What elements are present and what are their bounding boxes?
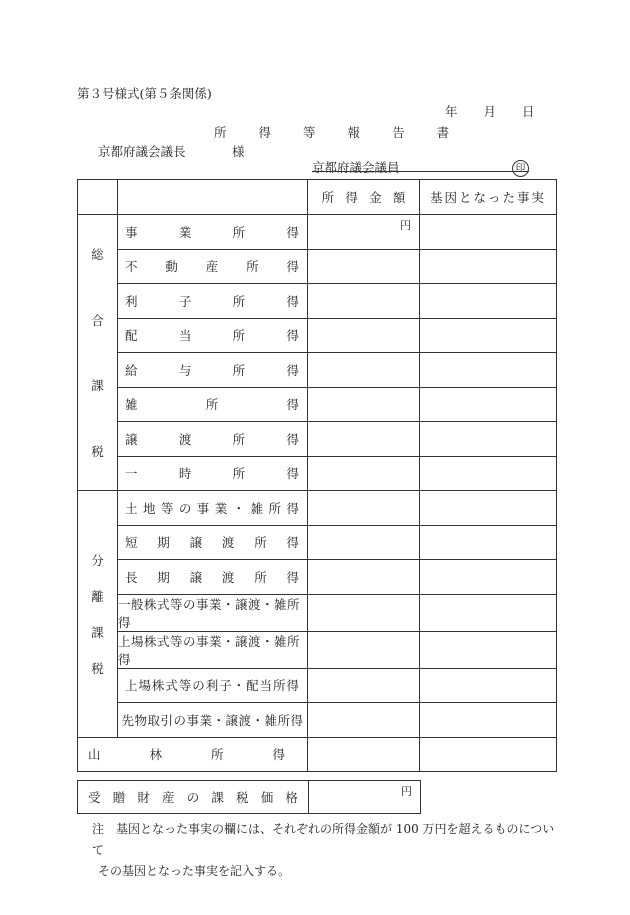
title-char: 得 bbox=[258, 125, 272, 140]
row-label-jigyo: 事 業 所 得 bbox=[118, 215, 308, 250]
signature-line bbox=[312, 171, 529, 172]
member-label: 京都府議会議員 bbox=[312, 160, 400, 175]
reason-cell[interactable] bbox=[420, 284, 557, 319]
amount-cell[interactable] bbox=[308, 387, 420, 422]
reason-cell[interactable] bbox=[420, 560, 557, 595]
amount-cell[interactable] bbox=[308, 318, 420, 353]
header-blank-1 bbox=[78, 180, 118, 215]
title-char: 等 bbox=[303, 125, 316, 140]
reason-cell[interactable] bbox=[420, 387, 557, 422]
row-label-rishi: 利 子 所 得 bbox=[118, 284, 308, 319]
footnote-line-1: 注 基因となった事実の欄には、それぞれの所得金額が 100 万円を超えるものについて bbox=[92, 822, 555, 857]
row-label-sakimono: 先物取引の事業・譲渡・雑所得 bbox=[118, 703, 308, 738]
amount-cell[interactable] bbox=[308, 422, 420, 457]
amount-cell[interactable] bbox=[308, 456, 420, 491]
seal-mark: 印 bbox=[512, 160, 529, 177]
title-char: 告 bbox=[392, 125, 405, 140]
row-label-sanrin: 山 林 所 得 bbox=[78, 737, 308, 772]
row-label-zatsu: 雑 所 得 bbox=[118, 387, 308, 422]
footnote-line-2: その基因となった事実を記入する。 bbox=[98, 864, 291, 878]
header-reason: 基因となった事実 bbox=[420, 180, 557, 215]
amount-cell[interactable] bbox=[308, 215, 420, 250]
amount-cell[interactable] bbox=[308, 249, 420, 284]
row-label-ippan-kabushiki: 一般株式等の事業・譲渡・雑所得 bbox=[118, 594, 308, 631]
yen-unit: 円 bbox=[400, 219, 411, 232]
reason-cell[interactable] bbox=[420, 422, 557, 457]
amount-cell[interactable] bbox=[308, 491, 420, 526]
reason-cell[interactable] bbox=[420, 353, 557, 388]
month-label: 月 bbox=[483, 104, 497, 119]
footnote bbox=[92, 819, 562, 882]
amount-cell[interactable] bbox=[308, 668, 420, 703]
row-label-haito: 配 当 所 得 bbox=[118, 318, 308, 353]
row-label-jojo-kabushiki: 上場株式等の事業・譲渡・雑所得 bbox=[118, 631, 308, 668]
addressee: 京都府議会議長 bbox=[98, 144, 186, 159]
reason-cell[interactable] bbox=[420, 668, 557, 703]
gift-amount-cell[interactable] bbox=[309, 781, 421, 814]
row-label-jojo-rishi-haito: 上 場 株 式 等 の 利 子 ・ 配 当 所 得 bbox=[118, 668, 308, 703]
day-label: 日 bbox=[522, 104, 535, 119]
group-sogo-kazei: 総 合 課 税 bbox=[78, 215, 118, 491]
amount-cell[interactable] bbox=[308, 631, 420, 668]
gift-label: 受 贈 財 産 の 課 税 価 格 bbox=[78, 781, 309, 814]
reason-cell[interactable] bbox=[420, 318, 557, 353]
header-blank-2 bbox=[118, 180, 308, 215]
row-label-joto: 譲 渡 所 得 bbox=[118, 422, 308, 457]
amount-cell[interactable] bbox=[308, 737, 420, 772]
amount-cell[interactable] bbox=[308, 560, 420, 595]
document-title bbox=[214, 123, 449, 141]
reason-cell[interactable] bbox=[420, 594, 557, 631]
reason-cell[interactable] bbox=[420, 737, 557, 772]
title-char: 報 bbox=[347, 125, 361, 140]
row-label-choki: 長 期 譲 渡 所 得 bbox=[118, 560, 308, 595]
form-number: 第３号様式(第５条関係) bbox=[77, 86, 212, 101]
row-label-tochi: 土 地 等 の 事 業 ・ 雑 所 得 bbox=[118, 491, 308, 526]
reason-cell[interactable] bbox=[420, 525, 557, 560]
row-label-kyuyo: 給 与 所 得 bbox=[118, 353, 308, 388]
row-label-ichiji: 一 時 所 得 bbox=[118, 456, 308, 491]
year-label: 年 bbox=[445, 104, 458, 119]
reason-cell[interactable] bbox=[420, 249, 557, 284]
date-line bbox=[445, 102, 535, 120]
title-char: 書 bbox=[436, 125, 450, 140]
row-label-fudosan: 不 動 産 所 得 bbox=[118, 249, 308, 284]
group-bunri-kazei: 分 離 課 税 bbox=[78, 491, 118, 738]
yen-unit: 円 bbox=[401, 785, 412, 798]
amount-cell[interactable] bbox=[308, 703, 420, 738]
amount-cell[interactable] bbox=[308, 284, 420, 319]
reason-cell[interactable] bbox=[420, 703, 557, 738]
reason-cell[interactable] bbox=[420, 215, 557, 250]
gift-table bbox=[77, 780, 421, 814]
honorific: 様 bbox=[232, 144, 245, 159]
reason-cell[interactable] bbox=[420, 631, 557, 668]
title-char: 所 bbox=[214, 125, 227, 140]
header-amount: 所 得 金 額 bbox=[308, 180, 420, 215]
amount-cell[interactable] bbox=[308, 594, 420, 631]
amount-cell[interactable] bbox=[308, 353, 420, 388]
reason-cell[interactable] bbox=[420, 491, 557, 526]
row-label-tanki: 短 期 譲 渡 所 得 bbox=[118, 525, 308, 560]
amount-cell[interactable] bbox=[308, 525, 420, 560]
reason-cell[interactable] bbox=[420, 456, 557, 491]
income-report-table bbox=[77, 179, 557, 772]
